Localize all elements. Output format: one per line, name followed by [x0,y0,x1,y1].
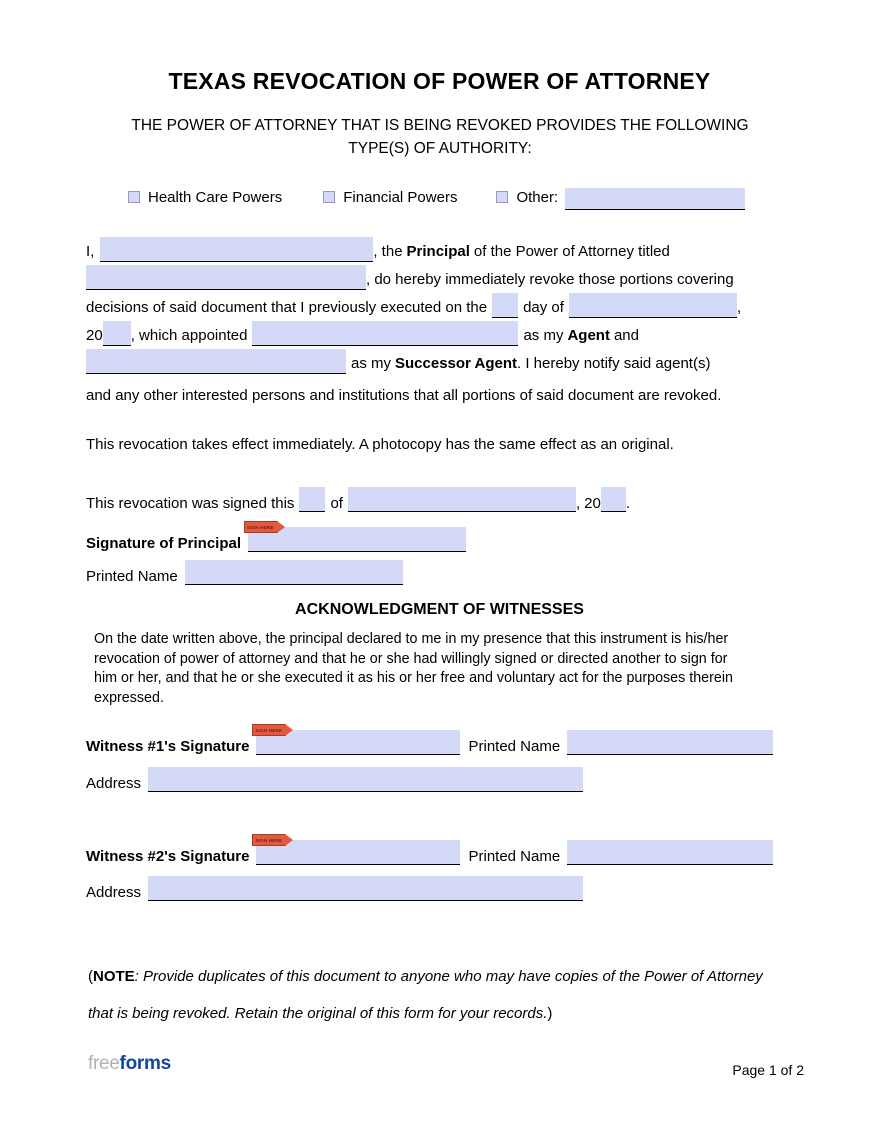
other-powers-input[interactable] [565,188,745,210]
witness-1-signature-label: Witness #1's Signature [86,738,250,755]
body-text-agent: Agent [567,327,610,344]
sign-here-tag [252,724,286,736]
witness-2-signature-row [86,837,773,865]
checkbox-other[interactable] [496,186,745,208]
body-text: , which appointed [130,327,248,344]
witness-1-address-label: Address [86,775,142,792]
principal-printed-name-label: Printed Name [86,568,178,585]
signing-text: . [625,495,630,512]
body-line-5 [86,346,786,374]
witness-1-signature-row [86,727,773,755]
note-close-paren: ) [547,1005,553,1022]
body-line-4 [86,318,786,346]
execution-month-input[interactable] [569,293,737,318]
page-title: TEXAS REVOCATION OF POWER OF ATTORNEY [168,68,711,94]
principal-printed-name-row [86,560,403,585]
body-text-successor-agent: Successor Agent [395,355,518,372]
acknowledgment-body: On the date written above, the principal declared to me in my presence that this instrument is his/her revocation of power of attorney and that he or she had willingly signed or directed another to sign for him or her, and that he or she executed it as his or her free and voluntary act for the purposes therein expressed. [94,631,733,706]
note-open-paren: ( [88,968,93,985]
witness-2-address-input[interactable] [148,876,583,901]
signing-month-input[interactable] [348,487,576,512]
sign-here-tag-label: SIGN HERE [247,524,274,530]
signing-text: of [330,495,343,512]
checkbox-label-health-care: Health Care Powers [148,188,283,206]
checkbox-label-financial: Financial Powers [343,188,458,206]
body-text: of the Power of Attorney titled [473,243,670,260]
body-line-2 [86,262,786,290]
signing-text: , [575,495,581,512]
signing-text: This revocation was signed this [86,495,295,512]
checkbox-icon[interactable] [323,191,335,203]
witness-2-printed-name-input[interactable] [567,840,773,865]
body-text: , do hereby immediately revoke those portions covering [366,271,734,288]
checkbox-icon[interactable] [496,191,508,203]
body-text: . I hereby notify said agent(s) [517,355,711,372]
checkbox-health-care-powers[interactable] [128,189,282,206]
poa-title-input[interactable] [86,265,366,290]
logo-text-free: free [88,1053,120,1074]
successor-agent-input[interactable] [86,349,346,374]
acknowledgment-title: ACKNOWLEDGMENT OF WITNESSES [295,601,584,618]
signing-date-row [86,487,630,512]
note-keyword: NOTE [93,968,135,985]
principal-name-input[interactable] [100,237,373,262]
witness-1-address-row [86,767,583,792]
body-text: and any other interested persons and institutions that all portions of said document are revoked. [86,387,722,404]
immediate-effect-statement: This revocation takes effect immediately. A photocopy has the same effect as an original. [86,436,674,453]
logo-text-forms: forms [119,1053,171,1074]
principal-signature-label: Signature of Principal [86,535,242,552]
witness-2-address-row [86,876,583,901]
execution-year-input[interactable] [103,321,131,346]
sign-here-tag [252,834,286,846]
footer-note [88,958,788,1032]
checkbox-icon[interactable] [128,191,140,203]
checkbox-label-other: Other: [516,188,559,206]
document-subtitle: THE POWER OF ATTORNEY THAT IS BEING REVOKED PROVIDES THE FOLLOWING TYPE(S) OF AUTHORITY: [131,117,749,157]
checkbox-financial-powers[interactable] [323,189,457,206]
principal-signature-row [86,524,466,552]
signing-text: 20 [584,495,601,512]
freeforms-logo[interactable] [88,1053,171,1075]
sign-here-tag [244,521,278,533]
body-line-3 [86,290,786,318]
sign-here-tag-label: SIGN HERE [255,837,283,843]
body-line-1 [86,234,786,262]
authority-types-row [128,186,745,208]
body-text-principal: Principal [406,243,470,260]
body-text: , the [373,243,403,260]
witness-2-address-label: Address [86,884,142,901]
body-text: as my [351,355,392,372]
witness-1-address-input[interactable] [148,767,583,792]
revocation-body [86,234,786,406]
witness-1-printed-name-label: Printed Name [468,738,561,755]
body-text: decisions of said document that I previously executed on the [86,299,488,316]
signing-year-input[interactable] [601,487,626,512]
body-text: and [613,327,639,344]
note-text: : Provide duplicates of this document to anyone who may have copies of the Power of Attorney that is being revoked. Retain the original of this form for your records. [88,968,763,1022]
page-number: Page 1 of 2 [732,1062,804,1078]
body-text: day of [523,299,564,316]
body-text: 20 [86,327,103,344]
witness-2-signature-label: Witness #2's Signature [86,848,250,865]
sign-here-tag-label: SIGN HERE [255,727,283,733]
body-line-6 [86,378,786,406]
execution-day-input[interactable] [492,293,518,318]
witness-1-printed-name-input[interactable] [567,730,773,755]
body-text: as my [523,327,564,344]
body-text: I, [86,243,95,260]
agent-name-input[interactable] [252,321,518,346]
principal-printed-name-input[interactable] [185,560,403,585]
body-text: , [736,299,742,316]
witness-2-printed-name-label: Printed Name [468,848,561,865]
signing-day-input[interactable] [299,487,325,512]
